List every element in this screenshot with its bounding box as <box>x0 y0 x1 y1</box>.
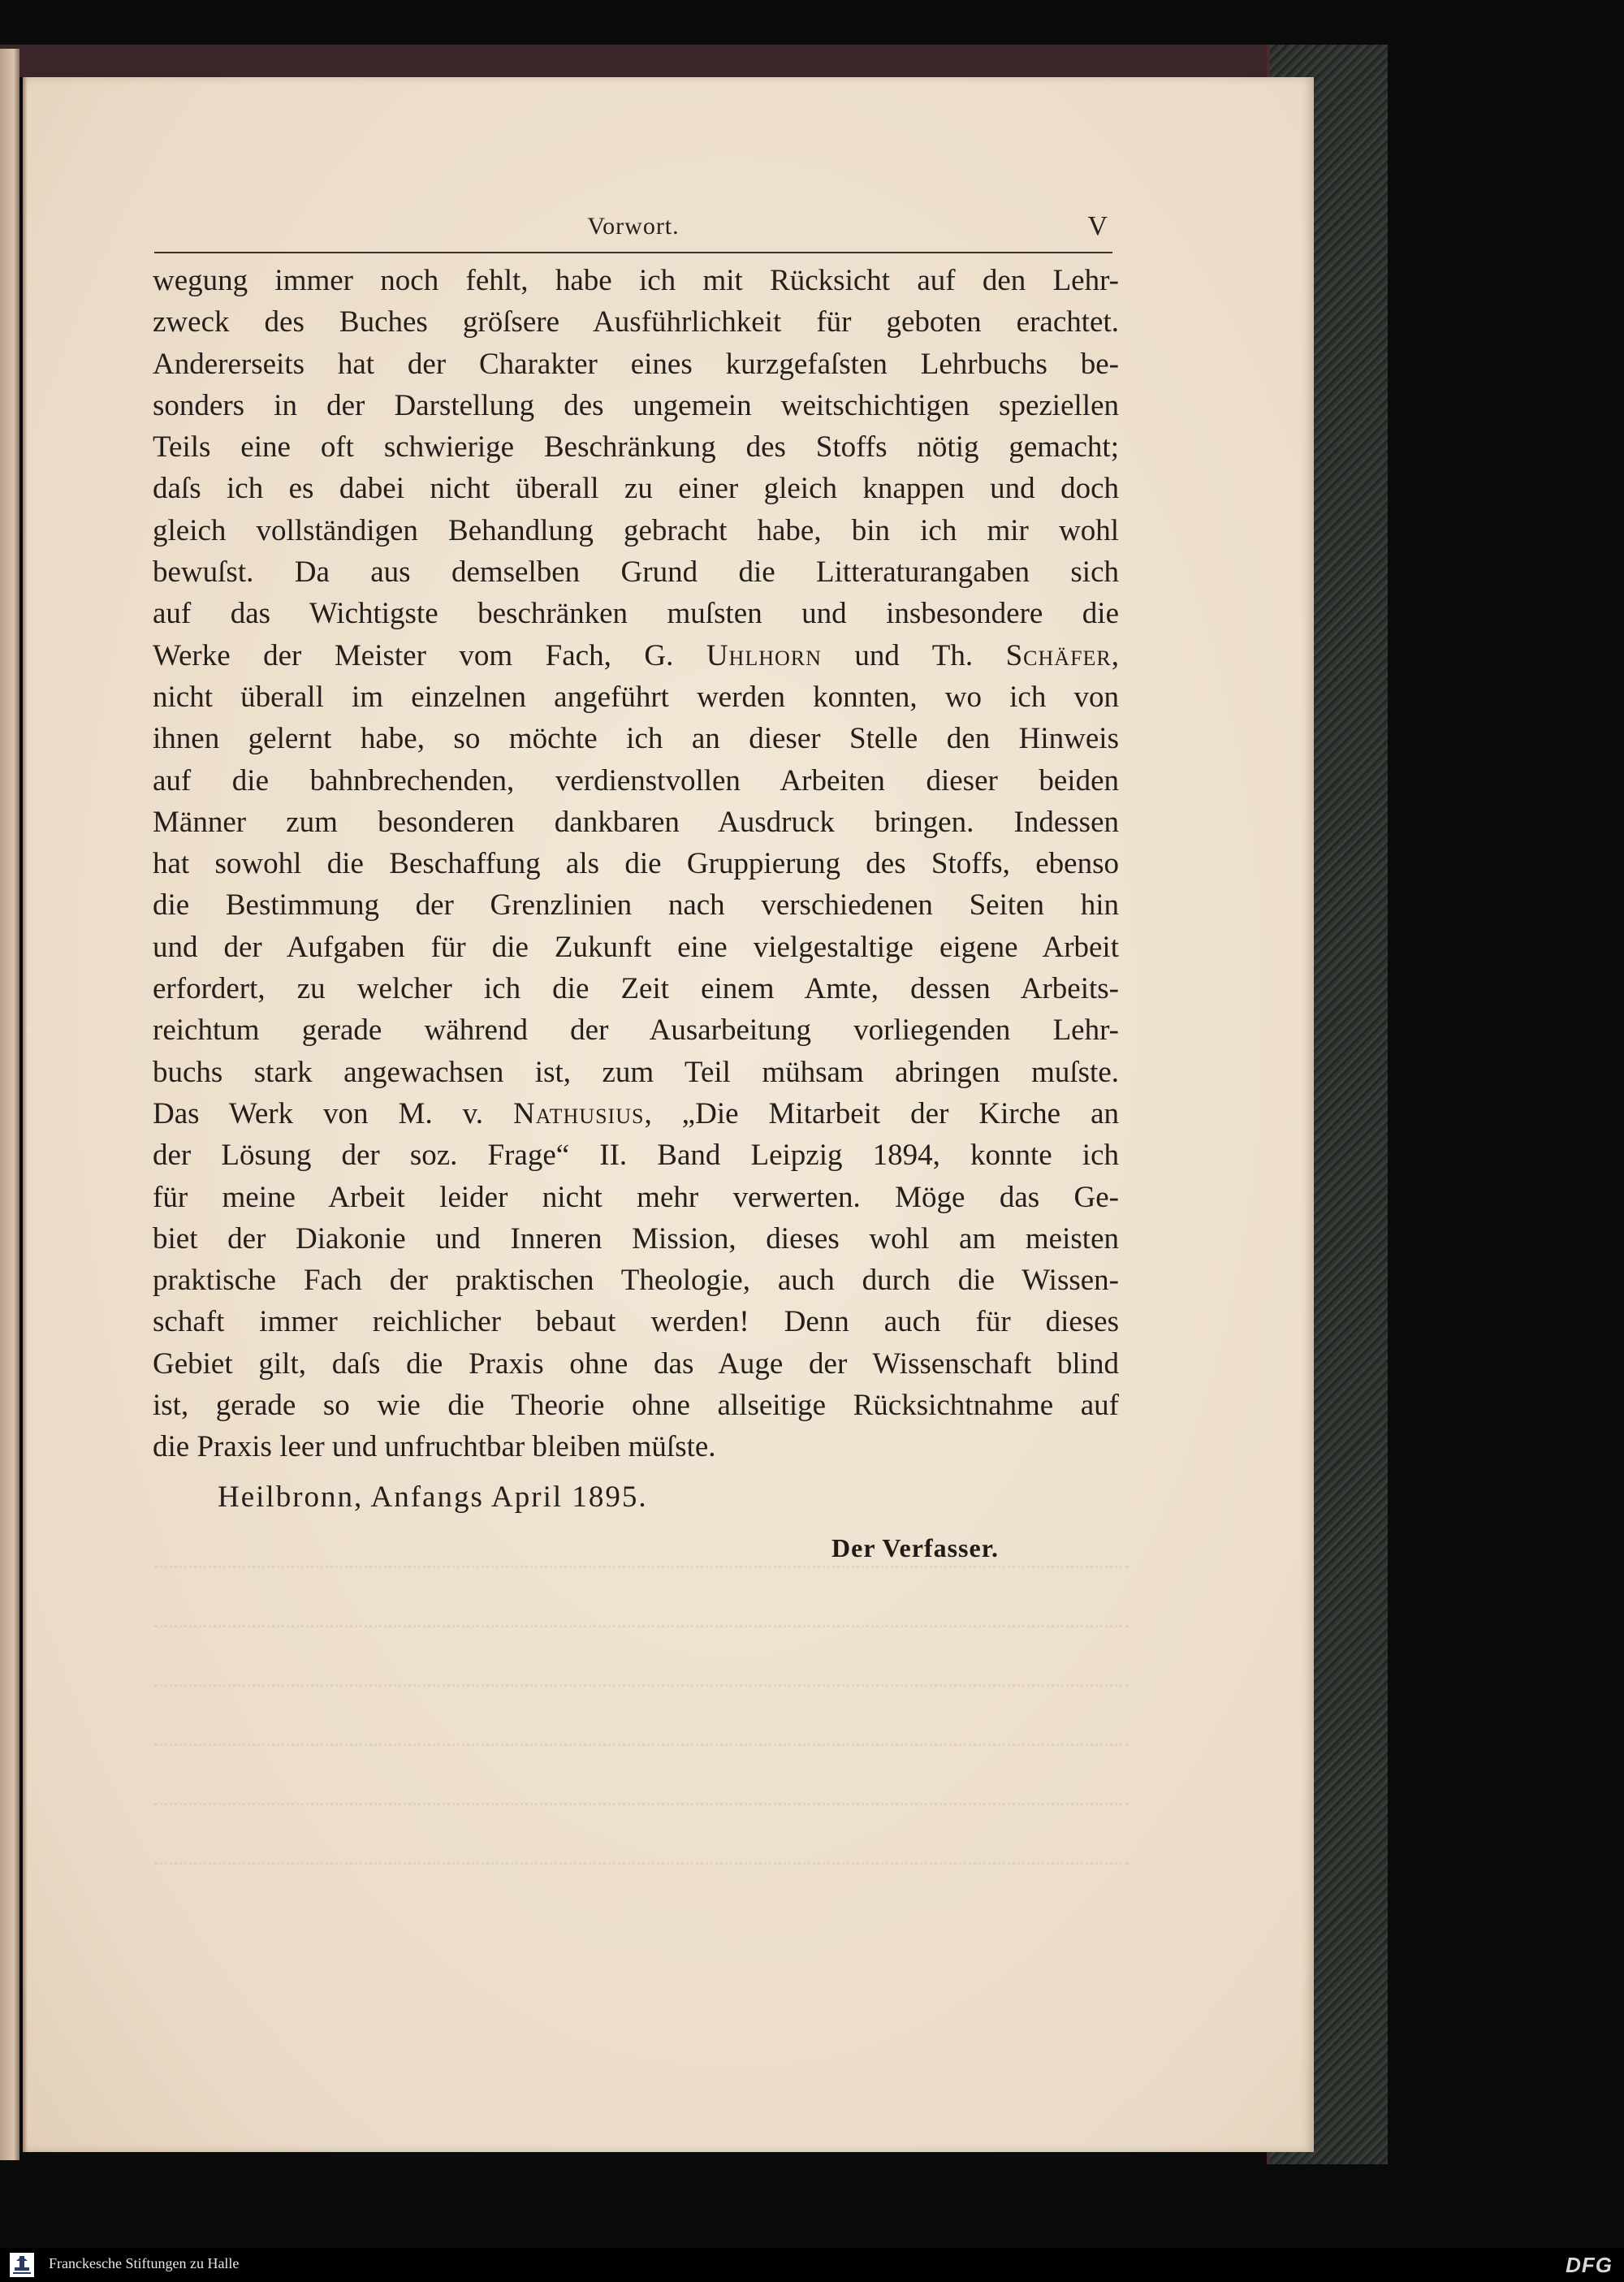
text-segment: bewuſst. Da aus demselben Grund die Litteraturangaben sich <box>153 555 1119 590</box>
preface-body-text <box>153 260 1119 1468</box>
text-segment: die Bestimmung der Grenzlinien nach verschiedenen Seiten hin <box>153 888 1119 923</box>
running-head <box>154 213 1112 253</box>
text-line <box>153 1301 1119 1342</box>
text-line <box>153 551 1119 593</box>
author-name: Nathusius <box>513 1096 645 1130</box>
text-segment: daſs ich es dabei nicht überall zu einer gleich knappen und doch <box>153 472 1119 506</box>
text-line <box>153 426 1119 468</box>
text-line <box>153 1052 1119 1093</box>
text-line <box>153 760 1119 802</box>
text-segment: und der Aufgaben für die Zukunft eine vielgestaltige eigene Arbeit <box>153 930 1119 964</box>
place-and-date: Heilbronn, Anfangs April 1895. <box>218 1480 648 1514</box>
text-segment: erfordert, zu welcher ich die Zeit einem Amte, dessen Arbeits- <box>153 972 1119 1006</box>
text-segment: für meine Arbeit leider nicht mehr verwerten. Möge das Ge- <box>153 1180 1119 1214</box>
text-line <box>153 884 1119 926</box>
text-segment: Andererseits hat der Charakter eines kurzgefaſsten Lehrbuchs be- <box>153 347 1119 381</box>
text-segment: ist, gerade so wie die Theorie ohne allseitige Rücksichtnahme auf <box>153 1389 1119 1423</box>
text-segment: ihnen gelernt habe, so möchte ich an dieser Stelle den Hinweis <box>153 722 1119 756</box>
text-line <box>153 968 1119 1009</box>
text-segment: , „Die Mitarbeit der Kirche an <box>644 1096 1119 1130</box>
text-segment: schaft immer reichlicher bebaut werden! Denn auch für dieses <box>153 1305 1119 1339</box>
page-gutter-shadow <box>23 77 28 2152</box>
text-line <box>153 593 1119 634</box>
text-segment: und Th. <box>821 638 1006 672</box>
author-name: Schäfer <box>1005 638 1112 672</box>
dfg-logo: DFG <box>1566 2253 1613 2277</box>
text-line <box>153 385 1119 426</box>
text-line <box>153 1343 1119 1385</box>
text-segment: , <box>1111 638 1119 672</box>
text-segment: Gebiet gilt, daſs die Praxis ohne das Auge der Wissenschaft blind <box>153 1346 1119 1381</box>
text-segment: hat sowohl die Beschaffung als die Gruppierung des Stoffs, ebenso <box>153 847 1119 881</box>
footer-institution-label: Franckesche Stiftungen zu Halle <box>49 2255 240 2271</box>
francke-crest-icon <box>10 2253 34 2277</box>
text-segment: Teils eine oft schwierige Beschränkung des Stoffs nötig gemacht; <box>153 430 1119 465</box>
book-cover-top-edge <box>0 45 1364 77</box>
text-segment: buchs stark angewachsen ist, zum Teil mühsam abringen muſste. <box>153 1055 1119 1089</box>
text-segment: auf die bahnbrechenden, verdienstvollen Arbeiten dieser beiden <box>153 763 1119 797</box>
text-segment: reichtum gerade während der Ausarbeitung vorliegenden Lehr- <box>153 1014 1119 1048</box>
viewer-footer-bar <box>0 2248 1624 2282</box>
text-line <box>153 676 1119 718</box>
text-line <box>153 1177 1119 1218</box>
text-line <box>153 344 1119 385</box>
text-line <box>153 1385 1119 1426</box>
text-segment: wegung immer noch fehlt, habe ich mit Rücksicht auf den Lehr- <box>153 264 1119 297</box>
text-line <box>153 927 1119 968</box>
text-segment: sonders in der Darstellung des ungemein weitschichtigen speziellen <box>153 388 1119 422</box>
text-line <box>153 718 1119 759</box>
page-number: V <box>1087 211 1108 241</box>
author-signature: Der Verfasser. <box>831 1533 999 1562</box>
text-line <box>153 301 1119 343</box>
text-segment: der Lösung der soz. Frage“ II. Band Leipzig 1894, konnte ich <box>153 1139 1119 1173</box>
text-line <box>153 468 1119 509</box>
text-line <box>153 843 1119 884</box>
facing-page-edge <box>0 49 19 2160</box>
text-line <box>153 1426 1119 1467</box>
text-line <box>153 510 1119 551</box>
text-segment: die Praxis leer und unfruchtbar bleiben müſste. <box>153 1430 716 1464</box>
text-line <box>153 1218 1119 1260</box>
text-segment: Das Werk von M. v. <box>153 1096 514 1130</box>
text-line <box>153 1135 1119 1176</box>
author-name: Uhlhorn <box>706 638 822 672</box>
text-line <box>153 260 1119 301</box>
text-segment: gleich vollständigen Behandlung gebracht habe, bin ich mir wohl <box>153 513 1119 547</box>
text-segment: nicht überall im einzelnen angeführt werden konnten, wo ich von <box>153 680 1119 714</box>
text-segment: auf das Wichtigste beschränken muſsten und insbesondere die <box>153 597 1119 631</box>
text-segment: praktische Fach der praktischen Theologie, auch durch die Wissen- <box>153 1264 1119 1298</box>
text-line <box>153 1260 1119 1301</box>
text-segment: Werke der Meister vom Fach, G. <box>153 638 706 672</box>
running-title: Vorwort. <box>587 213 680 240</box>
text-line <box>153 1093 1119 1135</box>
text-segment: biet der Diakonie und Inneren Mission, dieses wohl am meisten <box>153 1221 1119 1256</box>
text-segment: zweck des Buches gröſsere Ausführlichkeit für geboten erachtet. <box>153 305 1119 339</box>
text-segment: Männer zum besonderen dankbaren Ausdruck bringen. Indessen <box>153 805 1119 839</box>
text-line <box>153 1009 1119 1051</box>
text-line <box>153 635 1119 676</box>
text-line <box>153 802 1119 843</box>
